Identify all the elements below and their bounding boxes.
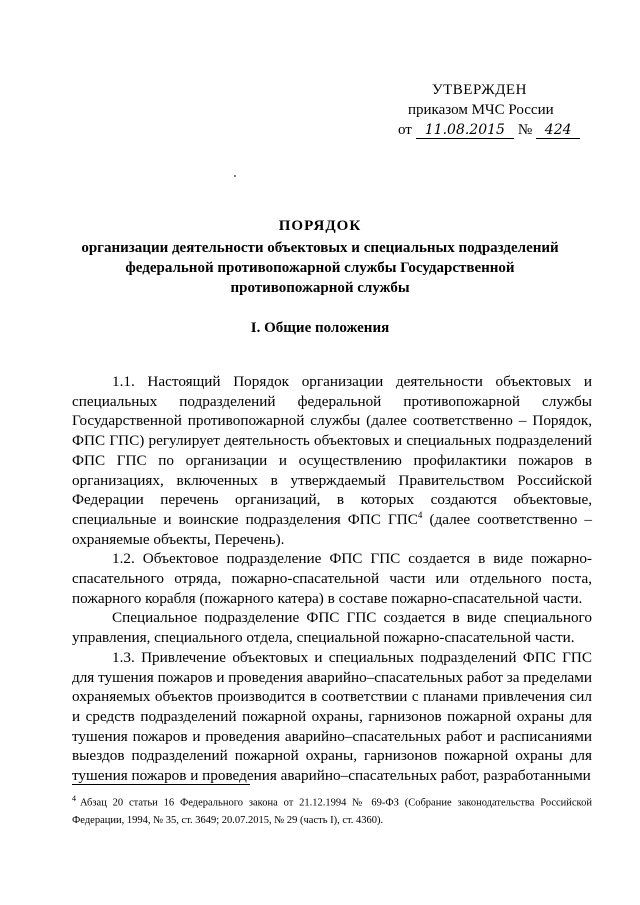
number-label: № xyxy=(517,122,533,138)
footnote-reference: 4 xyxy=(417,509,423,520)
order-label: приказом МЧС России xyxy=(408,102,554,118)
paragraph-1-2: 1.2. Объектовое подразделение ФПС ГПС создается в виде пожарно-спасательного отряда, пожарно-спасательной части или отдельного поста, пожарного корабля (пожарного катера) в составе пожарно-спасательной части. xyxy=(72,550,592,607)
document-body xyxy=(72,372,592,786)
document-title: ПОРЯДОК xyxy=(278,218,362,234)
from-label: от xyxy=(398,122,412,138)
paragraph-text: 1.1. Настоящий Порядок организации деятельности объектовых и специальных подразделений федеральной противопожарной службы Государственной противопожарной службы (далее соответственно – Порядок, ФПС ГПС) регулирует деятельность объектовых и специальных подразделений ФПС ГПС по организации и осуществлению профилактики пожаров в организациях, включенных в утверждаемый Правительством Российской Федерации перечень организаций, в которых создаются объектовые, специальные и воинские подразделения ФПС ГПС xyxy=(72,373,592,528)
paragraph-text: (далее соответственно – охраняемые объекты, Перечень). xyxy=(72,510,592,548)
approval-stamp xyxy=(398,80,598,140)
document-subtitle: организации деятельности объектовых и специальных подразделений федеральной противопожарной службы Государственной противопожарной службы xyxy=(81,240,559,296)
footnote-mark: 4 xyxy=(72,794,76,803)
paragraph-1-1 xyxy=(72,372,592,549)
scan-speck xyxy=(234,175,236,177)
approved-label: УТВЕРЖДЕН xyxy=(432,82,527,98)
handwritten-date: 11.08.2015 xyxy=(416,122,514,139)
section-heading: I. Общие положения xyxy=(250,320,390,336)
paragraph-1-3: 1.3. Привлечение объектовых и специальных подразделений ФПС ГПС для тушения пожаров и проведения аварийно–спасательных работ за пределами охраняемых объектов производится в соответствии с планами привлечения сил и средств подразделений пожарной охраны, гарнизонов пожарной охраны для тушения пожаров и проведения аварийно–спасательных работ и расписаниями выездов подразделений пожарной охраны, гарнизонов пожарной охраны для тушения пожаров и проведения аварийно–спасательных работ, разработанными xyxy=(72,648,593,785)
handwritten-number: 424 xyxy=(536,122,580,139)
order-date-number xyxy=(398,120,598,140)
footnote-divider xyxy=(72,784,250,785)
footnote xyxy=(72,790,592,829)
footnote-text: Абзац 20 статьи 16 Федерального закона от 21.12.1994 № 69-ФЗ (Собрание законодательства Российской Федерации, 1994, № 35, ст. 3649; 20.07.2015, № 29 (часть I), ст. 4360). xyxy=(72,797,592,826)
paragraph-special: Специальное подразделение ФПС ГПС создается в виде специального управления, специального отдела, специальной пожарно-спасательной части. xyxy=(72,609,592,647)
